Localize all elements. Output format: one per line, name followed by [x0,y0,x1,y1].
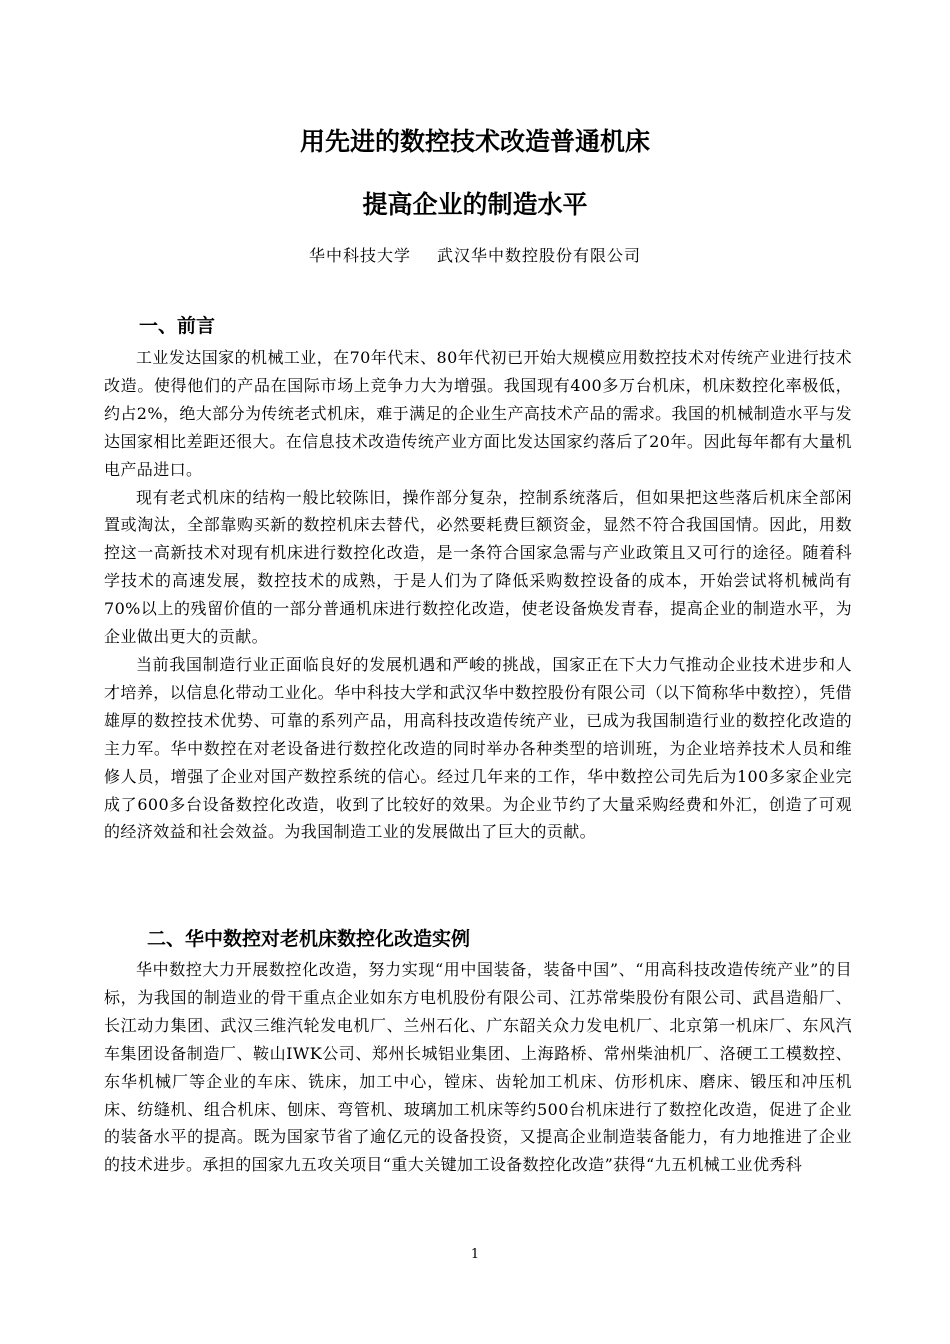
section-preface-body [104,344,852,846]
section-heading-examples: 二、华中数控对老机床数控化改造实例 [147,928,471,950]
paragraph: 华中数控大力开展数控化改造，努力实现“用中国装备，装备中国”、“用高科技改造传统产业”的目标，为我国的制造业的骨干重点企业如东方电机股份有限公司、江苏常柴股份有限公司、武昌造船厂、长江动力集团、武汉三维汽轮发电机厂、兰州石化、广东韶关众力发电机厂、北京第一机床厂、东风汽车集团设备制造厂、鞍山IWK公司、郑州长城铝业集团、上海路桥、常州柴油机厂、洛硬工工模数控、东华机械厂等企业的车床、铣床，加工中心，镗床、齿轮加工机床、仿形机床、磨床、锻压和冲压机床、纺缝机、组合机床、刨床、弯管机、玻璃加工机床等约500台机床进行了数控化改造，促进了企业的装备水平的提高。既为国家节省了逾亿元的设备投资，又提高企业制造装备能力，有力地推进了企业的技术进步。承担的国家九五攻关项目“重大关键加工设备数控化改造”获得“九五机械工业优秀科 [104,960,852,1175]
document-title-line-1: 用先进的数控技术改造普通机床 [299,127,650,156]
paragraph: 工业发达国家的机械工业，在70年代末、80年代初已开始大规模应用数控技术对传统产业进行技术改造。使得他们的产品在国际市场上竞争力大为增强。我国现有400多万台机床，机床数控化率极低，约占2%，绝大部分为传统老式机床，难于满足的企业生产高技术产品的需求。我国的机械制造水平与发达国家相比差距还很大。在信息技术改造传统产业方面比发达国家约落后了20年。因此每年都有大量机电产品进口。 [104,348,852,479]
author-affiliations [0,244,950,268]
paragraph: 现有老式机床的结构一般比较陈旧，操作部分复杂，控制系统落后，但如果把这些落后机床全部闲置或淘汰，全部靠购买新的数控机床去替代，必然要耗费巨额资金，显然不符合我国国情。因此，用数控这一高新技术对现有机床进行数控化改造，是一条符合国家急需与产业政策且又可行的途径。随着科学技术的高速发展，数控技术的成熟，于是人们为了降低采购数控设备的成本，开始尝试将机械尚有70%以上的残留价值的一部分普通机床进行数控化改造，使老设备焕发青春，提高企业的制造水平，为企业做出更大的贡献。 [104,487,852,647]
document-title-line-2: 提高企业的制造水平 [362,190,588,219]
paragraph: 当前我国制造行业正面临良好的发展机遇和严峻的挑战，国家正在下大力气推动企业技术进步和人才培养，以信息化带动工业化。华中科技大学和武汉华中数控股份有限公司（以下简称华中数控），凭借雄厚的数控技术优势、可靠的系列产品，用高科技改造传统产业，已成为我国制造行业的数控化改造的主力军。华中数控在对老设备进行数控化改造的同时举办各种类型的培训班，为企业培养技术人员和维修人员，增强了企业对国产数控系统的信心。经过几年来的工作，华中数控公司先后为100多家企业完成了600多台设备数控化改造，收到了比较好的效果。为企业节约了大量采购经费和外汇，创造了可观的经济效益和社会效益。为我国制造工业的发展做出了巨大的贡献。 [104,654,852,842]
page-number: 1 [470,1247,480,1262]
section-heading-preface: 一、前言 [139,315,216,337]
section-examples-body [104,956,852,1179]
author-affiliation-2: 武汉华中数控股份有限公司 [437,246,642,265]
author-affiliation-1: 华中科技大学 [308,246,411,265]
